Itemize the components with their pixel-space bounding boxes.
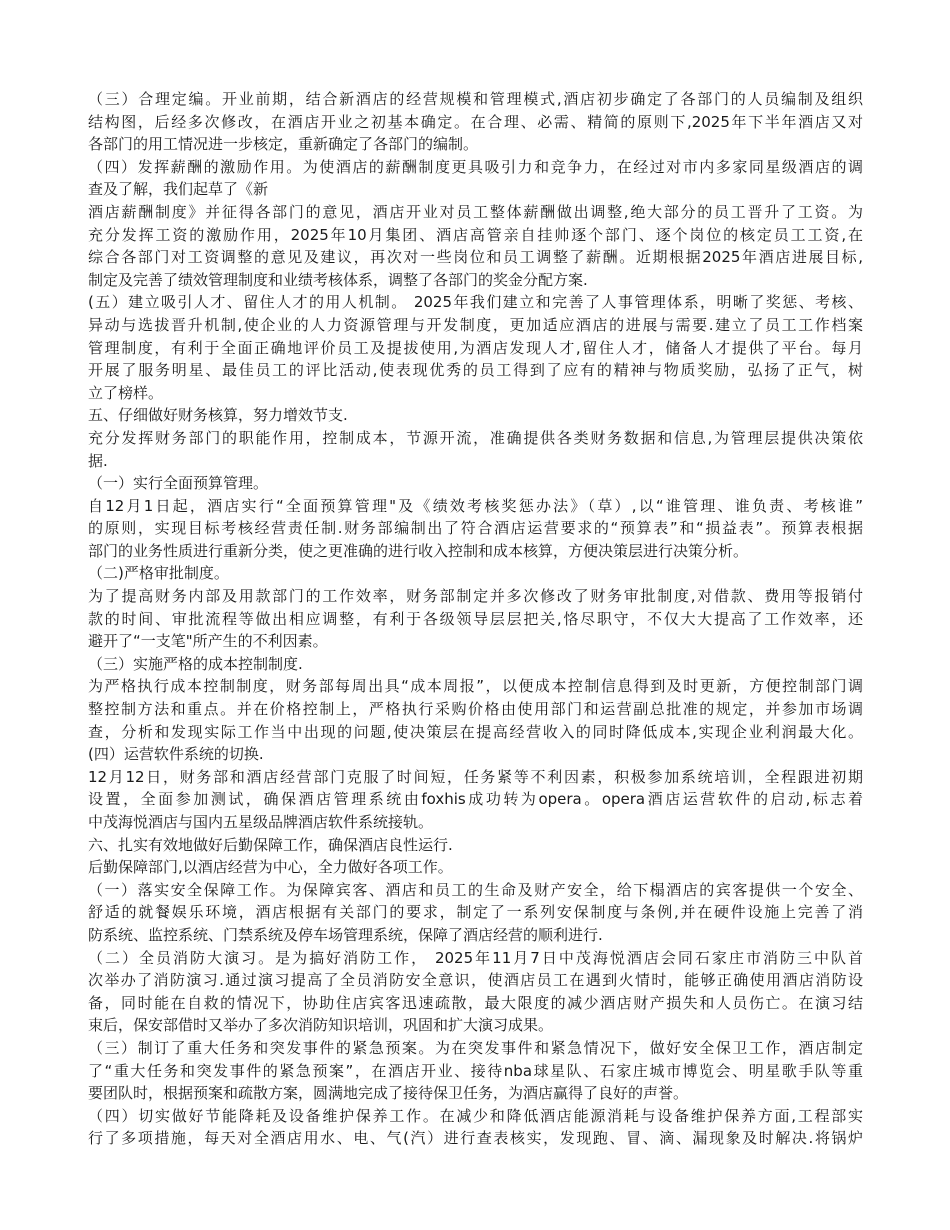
- text-line: 防系统、监控系统、门禁系统及停车场管理系统，保障了酒店经营的顺利进行.: [88, 925, 603, 944]
- text-line: 款的时间、审批流程等做出相应调整，有利于各级领导层层把关,恪尽职守，不仅大大提高了工作效率，还: [88, 609, 863, 628]
- text-line: 中茂海悦酒店与国内五星级品牌酒店软件系统接轨。: [88, 813, 434, 831]
- text-line: （二）全员消防大演习。是为搞好消防工作， 2025年11月7日中茂海悦酒店会同石家庄市消防三中队首: [88, 948, 863, 967]
- text-line: 酒店薪酬制度》并征得各部门的意见，酒店开业对员工整体薪酬做出调整,绝大部分的员工晋升了工资。为: [88, 202, 863, 221]
- text-line: 设置，全面参加测试，确保酒店管理系统由foxhis成功转为opera。opera酒店运营软件的启动,标志着: [88, 790, 863, 809]
- text-line: 充分发挥财务部门的职能作用，控制成本，节源开流，准确提供各类财务数据和信息,为管理层提供决策依: [88, 428, 863, 447]
- text-line: 充分发挥工资的激励作用，2025年10月集团、酒店高管亲自挂帅逐个部门、逐个岗位的核定员工工资,在: [88, 225, 863, 244]
- text-line: 舒适的就餐娱乐环境，酒店根据有关部门的要求，制定了一系列安保制度与条例,并在硬件设施上完善了消: [88, 903, 863, 922]
- subsection-heading: （三）实施严格的成本控制制度.: [88, 654, 303, 673]
- text-line: 结构图，后经多次修改，在酒店开业之初基本确定。在合理、必需、精简的原则下,2025年下半年酒店又对: [88, 112, 863, 131]
- subsection-heading: （一）实行全面预算管理。: [88, 474, 269, 493]
- text-line: 开展了服务明星、最佳员工的评比活动,使表现优秀的员工得到了应有的精神与物质奖励，弘扬了正气，树: [88, 361, 863, 380]
- text-line: (五）建立吸引人才、留住人才的用人机制。 2025年我们建立和完善了人事管理体系，明晰了奖惩、考核、: [88, 293, 863, 312]
- text-line: 束后，保安部借时又举办了多次消防知识培训，巩固和扩大演习成果。: [88, 1016, 554, 1035]
- text-line: 自12月1日起，酒店实行“全面预算管理"及《绩效考核奖惩办法》（草）,以“谁管理、谁负责、考核谁”: [88, 496, 863, 515]
- text-line: 了“重大任务和突发事件的紧急预案”，在酒店开业、接待nba球星队、石家庄城市博览会、明星歌手队等重: [88, 1061, 863, 1080]
- subsection-heading: （二)严格审批制度。: [88, 564, 229, 583]
- text-line: 要团队时，根据预案和疏散方案，圆满地完成了接待保卫任务，为酒店赢得了良好的声誉。: [88, 1084, 689, 1103]
- text-line: 避开了“一支笔"所产生的不利因素。: [88, 632, 328, 651]
- text-line: 综合各部门对工资调整的意见及建议，再次对一些岗位和员工调整了薪酬。近期根据2025年酒店进展目标,: [88, 248, 863, 267]
- text-line: 查，分析和发现实际工作当中出现的问题,使决策层在提高经营收入的同时降低成本,实现企业利润最大化。: [88, 722, 863, 741]
- text-line: 为了提高财务内部及用款部门的工作效率，财务部制定并多次修改了财务审批制度,对借款、费用等报销付: [88, 587, 863, 606]
- text-line: 行了多项措施，每天对全酒店用水、电、气(汽）进行查表核实，发现跑、冒、滴、漏现象及时解决.将锅炉: [88, 1129, 863, 1148]
- text-line: 备，同时能在自救的情况下，协助住店宾客迅速疏散，最大限度的减少酒店财产损失和人员伤亡。在演习结: [88, 993, 863, 1012]
- text-line: 后勤保障部门,以酒店经营为中心，全力做好各项工作。: [88, 858, 453, 877]
- section-heading: 六、扎实有效地做好后勤保障工作，确保酒店良性运行.: [88, 835, 453, 854]
- text-line: （三）合理定编。开业前期，结合新酒店的经营规模和管理模式,酒店初步确定了各部门的人员编制及组织: [88, 90, 863, 108]
- text-line: 查及了解，我们起草了《新: [88, 180, 269, 199]
- section-heading: 五、仔细做好财务核算，努力增效节支.: [88, 406, 348, 425]
- text-line: （三）制订了重大任务和突发事件的紧急预案。为在突发事件和紧急情况下，做好安全保卫工作，酒店制定: [88, 1038, 863, 1057]
- text-line: （四）切实做好节能降耗及设备维护保养工作。在减少和降低酒店能源消耗与设备维护保养方面,工程部实: [88, 1106, 863, 1125]
- text-line: 立了榜样。: [88, 383, 164, 402]
- text-line: 各部门的用工情况进一步核定，重新确定了各部门的编制。: [88, 135, 479, 154]
- text-line: 的原则，实现目标考核经营责任制.财务部编制出了符合酒店运营要求的“预算表”和“损益表”。预算表根据: [88, 519, 863, 538]
- text-line: 据.: [88, 451, 108, 470]
- text-line: （四）发挥薪酬的激励作用。为使酒店的薪酬制度更具吸引力和竞争力，在经过对市内多家同星级酒店的调: [88, 157, 863, 176]
- document-body: [88, 88, 863, 1150]
- text-line: 部门的业务性质进行重新分类，使之更准确的进行收入控制和成本核算，方便决策层进行决策分析。: [88, 541, 749, 560]
- text-line: 管理制度，有利于全面正确地评价员工及提拔使用,为酒店发现人才,留住人才，储备人才提供了平台。每月: [88, 338, 863, 357]
- text-line: （一）落实安全保障工作。为保障宾客、酒店和员工的生命及财产安全，给下榻酒店的宾客提供一个安全、: [88, 880, 863, 899]
- text-line: 异动与选拔晋升机制,使企业的人力资源管理与开发制度，更加适应酒店的进展与需要.建立了员工工作档案: [88, 315, 863, 334]
- subsection-heading: (四）运营软件系统的切换.: [88, 745, 264, 764]
- text-line: 12月12日，财务部和酒店经营部门克服了时间短，任务紧等不利因素，积极参加系统培训，全程跟进初期: [88, 767, 863, 786]
- text-line: 制定及完善了绩效管理制度和业绩考核体系，调整了各部门的奖金分配方案.: [88, 270, 588, 289]
- text-line: 次举办了消防演习.通过演习提高了全员消防安全意识，使酒店员工在遇到火情时，能够正确使用酒店消防设: [88, 971, 863, 990]
- text-line: 整控制方法和重点。并在价格控制上，严格执行采购价格由使用部门和运营副总批准的规定，并参加市场调: [88, 700, 863, 719]
- text-line: 为严格执行成本控制制度，财务部每周出具“成本周报”，以便成本控制信息得到及时更新，方便控制部门调: [88, 677, 863, 696]
